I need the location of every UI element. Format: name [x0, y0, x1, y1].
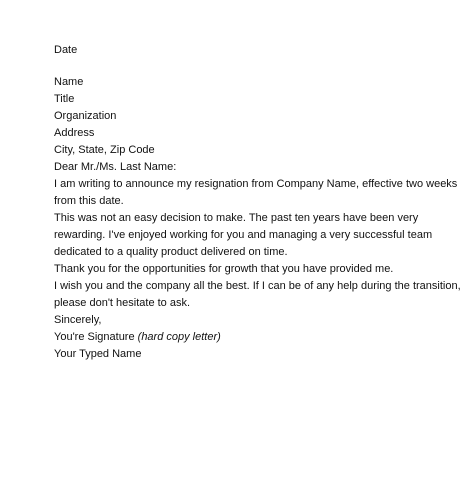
- recipient-name: Name: [54, 76, 84, 88]
- signature-note: (hard copy letter): [137, 331, 221, 343]
- salutation: Dear Mr./Ms. Last Name:: [54, 161, 177, 173]
- closing: Sincerely,: [54, 314, 102, 326]
- signature-line: [54, 329, 466, 346]
- recipient-address-block: [54, 74, 466, 159]
- resignation-letter: [54, 42, 466, 363]
- paragraph-well-wishes: I wish you and the company all the best. If I can be of any help during the transition, please don't hesitate to ask.: [54, 280, 461, 309]
- signature-label: You're Signature: [54, 331, 135, 343]
- typed-name: Your Typed Name: [54, 348, 142, 360]
- date-line: Date: [54, 44, 78, 56]
- paragraph-announcement: I am writing to announce my resignation from Company Name, effective two weeks from this date.: [54, 178, 458, 207]
- recipient-address: Address: [54, 127, 95, 139]
- paragraph-decision: This was not an easy decision to make. The past ten years have been very rewarding. I've enjoyed working for you and managing a very successful team dedicated to a quality product delivered on time.: [54, 212, 433, 258]
- recipient-city-state-zip: City, State, Zip Code: [54, 144, 155, 156]
- recipient-title: Title: [54, 93, 75, 105]
- recipient-organization: Organization: [54, 110, 117, 122]
- paragraph-thanks: Thank you for the opportunities for growth that you have provided me.: [54, 263, 394, 275]
